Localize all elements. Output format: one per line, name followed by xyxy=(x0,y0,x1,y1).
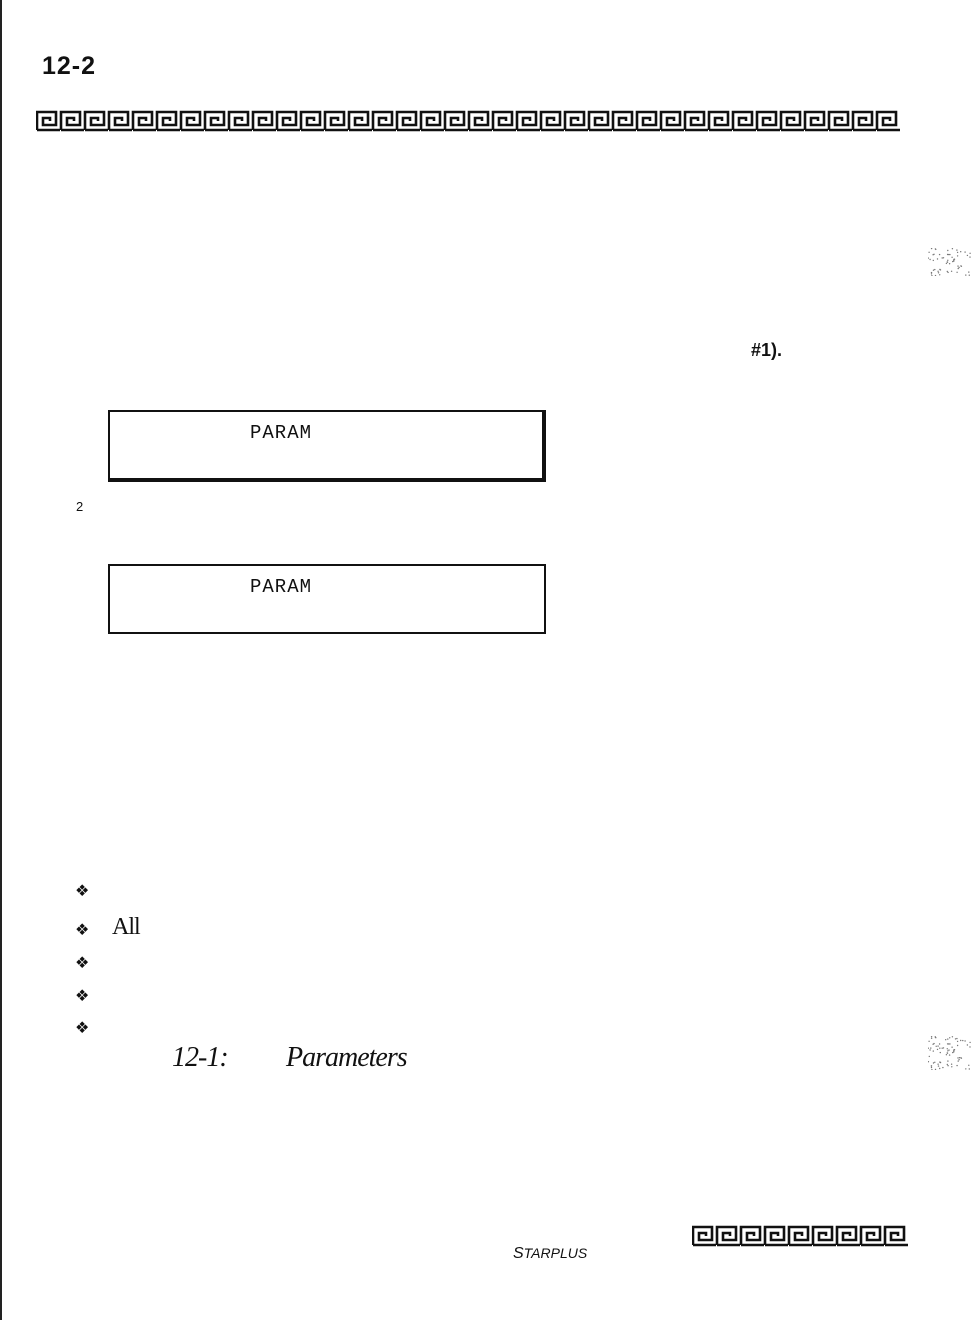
speckle-dot xyxy=(935,1069,936,1070)
greek-key-motif xyxy=(813,1227,836,1245)
speckle-dot xyxy=(960,1057,961,1058)
lcd-display-2 xyxy=(108,564,546,634)
speckle-dot xyxy=(938,1065,939,1066)
speckle-dot xyxy=(959,1057,960,1058)
greek-key-motif xyxy=(805,112,828,130)
speckle-dot xyxy=(954,1049,955,1050)
top-decorative-border xyxy=(36,110,910,132)
greek-key-motif xyxy=(661,112,684,130)
greek-key-motif xyxy=(109,112,132,130)
speckle-dot xyxy=(939,269,940,270)
speckle-dot xyxy=(928,252,929,253)
greek-key-motif xyxy=(421,112,444,130)
speckle-dot xyxy=(934,269,935,270)
speckle-dot xyxy=(947,1052,948,1053)
speckle-dot xyxy=(968,271,969,272)
greek-key-motif xyxy=(301,112,324,130)
speckle-dot xyxy=(947,272,948,273)
greek-key-motif xyxy=(37,112,60,130)
speckle-dot xyxy=(957,1057,958,1058)
speckle-dot xyxy=(947,1064,948,1065)
speckle-dot xyxy=(930,1047,931,1048)
speckle-dot xyxy=(952,248,953,249)
speckle-dot xyxy=(958,1059,959,1060)
greek-key-motif xyxy=(229,112,252,130)
speckle-dot xyxy=(931,275,932,276)
footer-product-name xyxy=(513,1245,587,1263)
speckle-dot xyxy=(957,1045,958,1046)
speckle-dot xyxy=(947,1060,948,1061)
greek-key-motif xyxy=(373,112,396,130)
step-number: 2 xyxy=(76,499,84,514)
speckle-dot xyxy=(951,1047,952,1048)
speckle-dot xyxy=(945,1039,946,1040)
lcd-display-2-text: PARAM xyxy=(250,576,313,598)
greek-key-motif xyxy=(157,112,180,130)
greek-key-motif xyxy=(757,112,780,130)
speckle-dot xyxy=(928,257,929,258)
speckle-dot xyxy=(942,1048,943,1049)
scan-speckle xyxy=(928,1036,972,1070)
speckle-dot xyxy=(956,249,957,250)
speckle-dot xyxy=(939,1043,940,1044)
speckle-dot xyxy=(960,265,961,266)
bullet-icon: ❖ xyxy=(75,881,90,900)
speckle-dot xyxy=(939,274,940,275)
speckle-dot xyxy=(939,1048,940,1049)
footer-product-initial: S xyxy=(513,1245,524,1262)
speckle-dot xyxy=(939,1061,940,1062)
speckle-dot xyxy=(949,254,950,255)
greek-key-motif xyxy=(789,1227,812,1245)
footer-product-rest: TARPLUS xyxy=(523,1245,588,1261)
speckle-dot xyxy=(943,1047,944,1048)
greek-key-motif xyxy=(837,1227,860,1245)
speckle-dot xyxy=(940,1052,941,1053)
speckle-dot xyxy=(931,1065,932,1066)
speckle-dot xyxy=(947,1065,948,1066)
speckle-dot xyxy=(933,1050,934,1051)
speckle-dot xyxy=(931,272,932,273)
speckle-dot xyxy=(951,271,952,272)
speckle-dot xyxy=(937,1049,938,1050)
speckle-dot xyxy=(962,1040,963,1041)
figure-caption-number: 12-1: xyxy=(172,1042,228,1073)
speckle-dot xyxy=(931,248,932,249)
greek-key-motif xyxy=(765,1227,788,1245)
speckle-dot xyxy=(964,251,965,252)
speckle-dot xyxy=(969,275,970,276)
speckle-dot xyxy=(969,1046,970,1047)
speckle-dot xyxy=(931,1067,932,1068)
bullet-icon: ❖ xyxy=(75,953,90,972)
speckle-dot xyxy=(928,1048,929,1049)
page-number: 12-2 xyxy=(42,52,97,80)
speckle-dot xyxy=(931,1069,932,1070)
speckle-dot xyxy=(949,263,950,264)
speckle-dot xyxy=(946,1054,947,1055)
speckle-dot xyxy=(965,1068,966,1069)
greek-key-motif xyxy=(469,112,492,130)
greek-key-motif xyxy=(781,112,804,130)
greek-key-motif xyxy=(277,112,300,130)
speckle-dot xyxy=(931,273,932,274)
speckle-dot xyxy=(947,1050,948,1051)
speckle-dot xyxy=(949,1054,950,1055)
lcd-display-1-text: PARAM xyxy=(250,422,313,444)
speckle-dot xyxy=(958,267,959,268)
bottom-decorative-border xyxy=(692,1225,912,1247)
speckle-dot xyxy=(937,1064,938,1065)
speckle-dot xyxy=(933,260,934,261)
speckle-dot xyxy=(933,1043,934,1044)
speckle-dot xyxy=(931,1036,932,1037)
bullet-icon: ❖ xyxy=(75,1018,90,1037)
speckle-dot xyxy=(935,1037,936,1038)
speckle-dot xyxy=(942,1067,943,1068)
speckle-dot xyxy=(967,255,968,256)
greek-key-motif xyxy=(85,112,108,130)
speckle-dot xyxy=(928,1041,929,1042)
speckle-dot xyxy=(957,265,958,266)
speckle-dot xyxy=(936,1046,937,1047)
speckle-dot xyxy=(953,1051,954,1052)
greek-key-motif xyxy=(637,112,660,130)
speckle-dot xyxy=(969,256,970,257)
speckle-dot xyxy=(933,254,934,255)
speckle-dot xyxy=(960,251,961,252)
speckle-dot xyxy=(960,1040,961,1041)
speckle-dot xyxy=(958,1060,959,1061)
bullet-text: All xyxy=(112,914,140,940)
speckle-dot xyxy=(947,1048,948,1049)
speckle-dot xyxy=(928,1061,929,1062)
greek-key-motif xyxy=(685,112,708,130)
speckle-dot xyxy=(938,272,939,273)
speckle-dot xyxy=(933,1062,934,1063)
speckle-dot xyxy=(956,1065,957,1066)
greek-key-motif xyxy=(613,112,636,130)
speckle-dot xyxy=(931,1038,932,1039)
speckle-dot xyxy=(951,1064,952,1065)
speckle-dot xyxy=(939,254,940,255)
speckle-dot xyxy=(935,1036,936,1037)
greek-key-motif xyxy=(861,1227,884,1245)
greek-key-motif xyxy=(733,112,756,130)
speckle-dot xyxy=(929,1049,930,1050)
speckle-dot xyxy=(939,1068,940,1069)
speckle-dot xyxy=(937,258,938,259)
greek-key-motif xyxy=(181,112,204,130)
speckle-dot xyxy=(952,1036,953,1037)
scan-speckle xyxy=(928,248,972,276)
greek-key-motif xyxy=(885,1227,908,1245)
left-margin-rule xyxy=(0,0,2,1320)
bullet-icon: ❖ xyxy=(75,986,90,1005)
speckle-dot xyxy=(949,1043,950,1044)
speckle-dot xyxy=(947,1038,948,1039)
speckle-dot xyxy=(957,255,958,256)
speckle-dot xyxy=(937,1045,938,1046)
speckle-dot xyxy=(929,259,930,260)
greek-key-motif xyxy=(397,112,420,130)
speckle-dot xyxy=(948,1043,949,1044)
speckle-dot xyxy=(969,1068,970,1069)
greek-key-motif xyxy=(493,112,516,130)
reference-note: #1). xyxy=(751,340,783,360)
greek-key-motif xyxy=(829,112,852,130)
greek-key-motif xyxy=(541,112,564,130)
speckle-dot xyxy=(947,250,948,251)
greek-key-motif xyxy=(517,112,540,130)
greek-key-motif xyxy=(565,112,588,130)
greek-key-motif xyxy=(717,1227,740,1245)
greek-key-motif xyxy=(877,112,900,130)
speckle-dot xyxy=(935,248,936,249)
greek-key-motif xyxy=(325,112,348,130)
speckle-dot xyxy=(967,1044,968,1045)
speckle-dot xyxy=(955,1038,956,1039)
speckle-dot xyxy=(949,1037,950,1038)
speckle-dot xyxy=(935,275,936,276)
greek-key-motif xyxy=(61,112,84,130)
speckle-dot xyxy=(956,272,957,273)
speckle-dot xyxy=(943,257,944,258)
speckle-dot xyxy=(956,1038,957,1039)
greek-key-motif xyxy=(349,112,372,130)
greek-key-motif xyxy=(709,112,732,130)
speckle-dot xyxy=(946,263,947,264)
speckle-dot xyxy=(948,1049,949,1050)
speckle-dot xyxy=(942,257,943,258)
figure-caption-title: Parameters xyxy=(286,1042,407,1073)
speckle-dot xyxy=(958,268,959,269)
speckle-dot xyxy=(934,1062,935,1063)
speckle-dot xyxy=(957,252,958,253)
speckle-dot xyxy=(957,1041,958,1042)
speckle-dot xyxy=(947,261,948,262)
greek-key-motif xyxy=(853,112,876,130)
greek-key-motif xyxy=(133,112,156,130)
greek-key-motif xyxy=(589,112,612,130)
speckle-dot xyxy=(937,271,938,272)
speckle-dot xyxy=(951,257,952,258)
speckle-dot xyxy=(964,1040,965,1041)
speckle-dot xyxy=(951,1066,952,1067)
greek-key-motif xyxy=(741,1227,764,1245)
speckle-dot xyxy=(968,1065,969,1066)
speckle-dot xyxy=(933,270,934,271)
speckle-dot xyxy=(969,1042,970,1043)
bullet-icon: ❖ xyxy=(75,920,90,939)
greek-key-motif xyxy=(253,112,276,130)
speckle-dot xyxy=(969,253,970,254)
speckle-dot xyxy=(965,274,966,275)
speckle-dot xyxy=(953,260,954,261)
speckle-dot xyxy=(954,259,955,260)
greek-key-motif xyxy=(693,1227,716,1245)
speckle-dot xyxy=(929,1056,930,1057)
speckle-dot xyxy=(947,260,948,261)
lcd-display-1 xyxy=(108,410,546,482)
greek-key-motif xyxy=(205,112,228,130)
speckle-dot xyxy=(948,254,949,255)
greek-key-motif xyxy=(445,112,468,130)
